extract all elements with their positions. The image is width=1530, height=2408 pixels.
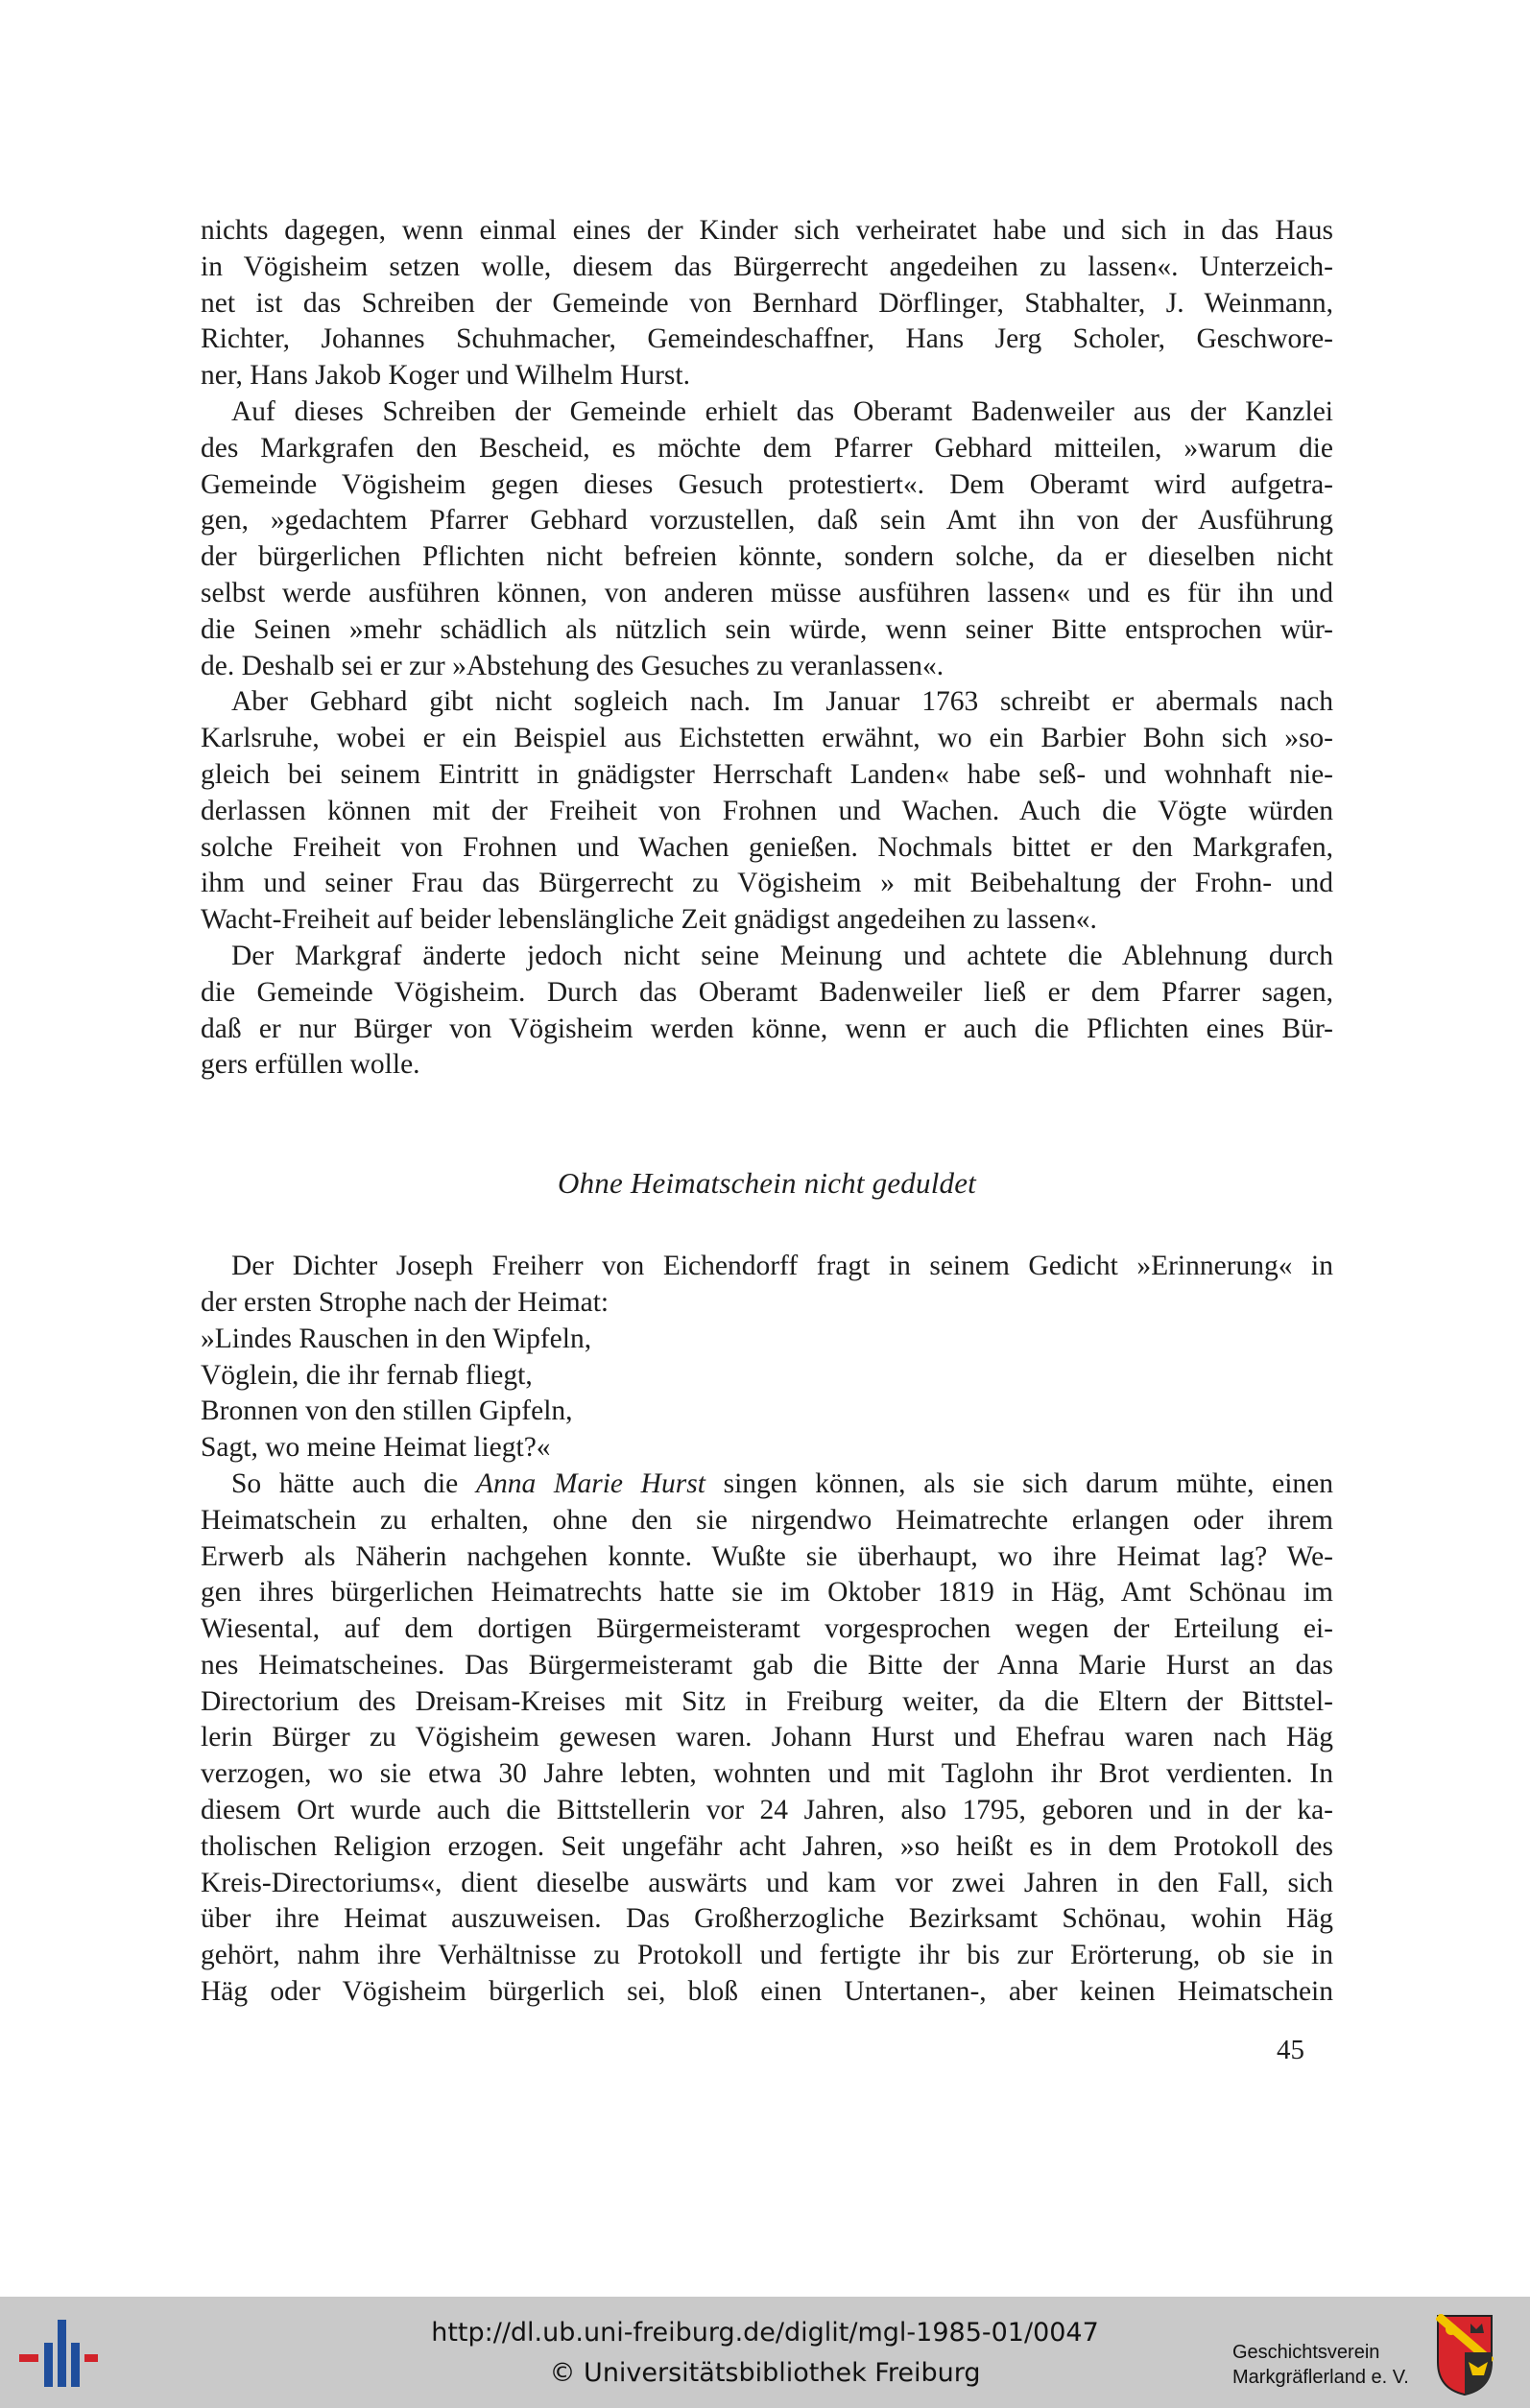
verse-line: Sagt, wo meine Heimat liegt?« [201, 1432, 551, 1464]
text-line: die Seinen »mehr schädlich als nützlich sein würde, wenn seiner Bitte entsprochen wür- [201, 613, 1333, 645]
text-line: selbst werde ausführen können, von anderen müsse ausführen lassen« und es für ihn und [201, 577, 1333, 608]
text-line: tholischen Religion erzogen. Seit ungefähr acht Jahren, »so heißt es in dem Protokoll des [201, 1830, 1333, 1862]
poem-verse [201, 1322, 1333, 1466]
text-line: Häg oder Vögisheim bürgerlich sei, bloß einen Untertanen-, aber keinen Heimatschein [201, 1976, 1333, 2008]
copyright-text: © Universitätsbibliothek Freiburg [549, 2358, 981, 2388]
text-line: gen ihres bürgerlichen Heimatrechts hatte sie im Oktober 1819 in Häg, Amt Schönau im [201, 1577, 1333, 1609]
coat-of-arms-icon [1436, 2314, 1494, 2396]
text-line: Erwerb als Näherin nachgehen konnte. Wußte sie überhaupt, wo ihre Heimat lag? We- [201, 1540, 1333, 1572]
text-line: gleich bei seinem Eintritt in gnädigster Herrschaft Landen« habe seß- und wohnhaft nie- [201, 758, 1333, 790]
paragraph-6 [201, 1466, 1333, 2011]
text-line: net ist das Schreiben der Gemeinde von Bernhard Dörflinger, Stabhalter, J. Weinmann, [201, 287, 1333, 319]
text-line: lerin Bürger zu Vögisheim gewesen waren. Johann Hurst und Ehefrau waren nach Häg [201, 1722, 1333, 1753]
paragraph-3 [201, 684, 1333, 939]
text-line: Der Markgraf änderte jedoch nicht seine Meinung und achtete die Ablehnung durch [231, 940, 1333, 971]
text-line: Karlsruhe, wobei er ein Beispiel aus Eichstetten erwähnt, wo ein Barbier Bohn sich »so- [201, 723, 1333, 754]
paragraph-5 [201, 1249, 1333, 1322]
person-name: Anna Marie Hurst [475, 1467, 705, 1499]
text-line: Aber Gebhard gibt nicht sogleich nach. Im Januar 1763 schreibt er abermals nach [231, 686, 1333, 718]
text-line: Kreis-Directoriums«, dient dieselbe auswärts und kam vor zwei Jahren in den Fall, sich [201, 1867, 1333, 1898]
verse-line: »Lindes Rauschen in den Wipfeln, [201, 1323, 592, 1354]
text-line: gers erfüllen wolle. [201, 1049, 420, 1081]
text-line: Wiesental, auf dem dortigen Bürgermeisteramt vorgesprochen wegen der Erteilung ei- [201, 1613, 1333, 1645]
text-line: daß er nur Bürger von Vögisheim werden könne, wenn er auch die Pflichten eines Bür- [201, 1013, 1333, 1044]
publisher-line: Markgräflerland e. V. [1232, 2367, 1409, 2388]
text-line: gen, »gedachtem Pfarrer Gebhard vorzustellen, daß sein Amt ihn von der Ausführung [201, 505, 1333, 536]
publisher-name [1232, 2340, 1409, 2390]
page-number: 45 [1277, 2035, 1304, 2065]
text-line: in Vögisheim setzen wolle, diesem das Bürgerrecht angedeihen zu lassen«. Unterzeich- [201, 250, 1333, 282]
section-heading: Ohne Heimatschein nicht geduldet [558, 1166, 976, 1201]
text-line [201, 1466, 1333, 1503]
text-line: derlassen können mit der Freiheit von Frohnen und Wachen. Auch die Vögte würden [201, 795, 1333, 826]
document-page [201, 213, 1333, 2011]
text-line: des Markgrafen den Bescheid, es möchte dem Pfarrer Gebhard mitteilen, »warum die [201, 432, 1333, 464]
paragraph-1 [201, 213, 1333, 394]
text-line: Richter, Johannes Schuhmacher, Gemeindeschaffner, Hans Jerg Scholer, Geschwore- [201, 323, 1333, 355]
source-url-link[interactable]: http://dl.ub.uni-freiburg.de/diglit/mgl-1985-01/0047 [431, 2318, 1099, 2348]
text-line: der ersten Strophe nach der Heimat: [201, 1286, 610, 1318]
text-line: Der Dichter Joseph Freiherr von Eichendorff fragt in seinem Gedicht »Erinnerung« in [231, 1251, 1333, 1282]
text-line: de. Deshalb sei er zur »Abstehung des Gesuches zu veranlassen«. [201, 650, 944, 681]
paragraph-2 [201, 394, 1333, 684]
text-fragment: singen können, als sie sich darum mühte, einen [705, 1467, 1334, 1499]
text-line: Gemeinde Vögisheim gegen dieses Gesuch protestiert«. Dem Oberamt wird aufgetra- [201, 468, 1333, 500]
text-line: ihm und seiner Frau das Bürgerrecht zu Vögisheim » mit Beibehaltung der Frohn- und [201, 868, 1333, 899]
text-line: der bürgerlichen Pflichten nicht befreien könnte, sondern solche, da er dieselben nicht [201, 541, 1333, 573]
text-line: gehört, nahm ihre Verhältnisse zu Protokoll und fertigte ihr bis zur Erörterung, ob sie in [201, 1940, 1333, 1971]
text-line: nes Heimatscheines. Das Bürgermeisteramt gab die Bitte der Anna Marie Hurst an das [201, 1649, 1333, 1681]
verse-line: Bronnen von den stillen Gipfeln, [201, 1395, 573, 1427]
text-line: ner, Hans Jakob Koger und Wilhelm Hurst. [201, 360, 690, 392]
text-line: Heimatschein zu erhalten, ohne den sie nirgendwo Heimatrechte erlangen oder ihrem [201, 1504, 1333, 1536]
verse-line: Vöglein, die ihr fernab fliegt, [201, 1359, 533, 1391]
paragraph-4 [201, 939, 1333, 1084]
text-fragment: So hätte auch die [231, 1467, 476, 1499]
text-line: Wacht-Freiheit auf beider lebenslängliche Zeit gnädigst angedeihen zu lassen«. [201, 904, 1097, 936]
text-line: über ihre Heimat auszuweisen. Das Großherzogliche Bezirksamt Schönau, wohin Häg [201, 1903, 1333, 1935]
publisher-line: Geschichtsverein [1232, 2342, 1380, 2363]
text-line: Auf dieses Schreiben der Gemeinde erhielt das Oberamt Badenweiler aus der Kanzlei [231, 395, 1333, 427]
text-line: solche Freiheit von Frohnen und Wachen genießen. Nochmals bittet er den Markgrafen, [201, 831, 1333, 863]
text-line: die Gemeinde Vögisheim. Durch das Oberamt Badenweiler ließ er dem Pfarrer sagen, [201, 976, 1333, 1008]
text-line: verzogen, wo sie etwa 30 Jahre lebten, wohnten und mit Taglohn ihr Brot verdienten. In [201, 1758, 1333, 1790]
text-line: diesem Ort wurde auch die Bittstellerin vor 24 Jahren, also 1795, geboren und in der ka- [201, 1795, 1333, 1826]
footer-bar [0, 2297, 1530, 2408]
text-line: Directorium des Dreisam-Kreises mit Sitz in Freiburg weiter, da die Eltern der Bittstel- [201, 1685, 1333, 1717]
text-line: nichts dagegen, wenn einmal eines der Kinder sich verheiratet habe und sich in das Haus [201, 215, 1333, 246]
